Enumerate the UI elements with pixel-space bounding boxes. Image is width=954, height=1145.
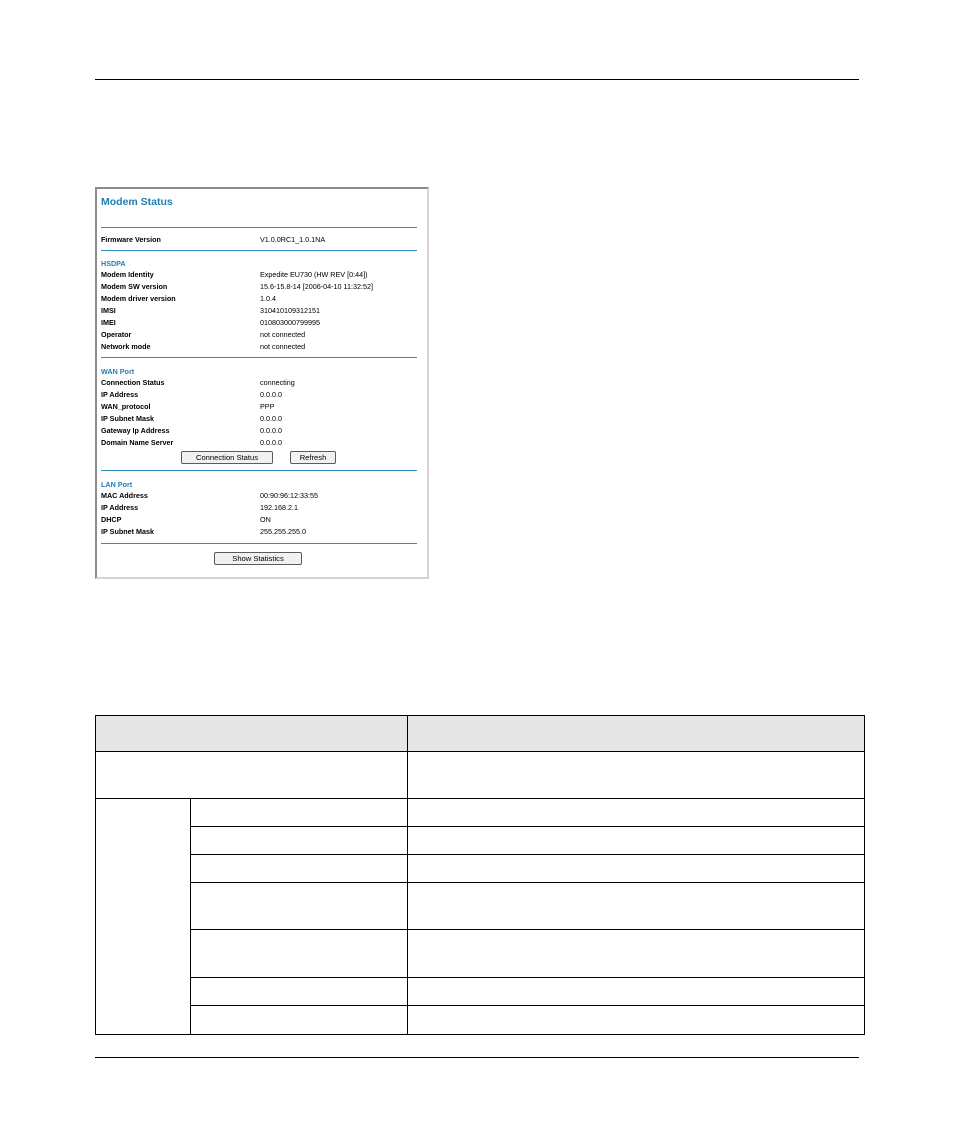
table-cell xyxy=(407,929,865,978)
table-header-cell xyxy=(407,715,865,752)
hsdpa-row xyxy=(101,318,421,328)
row-label: IP Subnet Mask xyxy=(101,414,154,423)
hsdpa-row xyxy=(101,270,421,280)
row-label: Modem driver version xyxy=(101,294,176,303)
divider xyxy=(101,250,417,251)
connection-status-button[interactable]: Connection Status xyxy=(181,451,273,464)
row-label: Gateway Ip Address xyxy=(101,426,170,435)
row-label: Operator xyxy=(101,330,132,339)
row-value: 15.6-15.8-14 [2006-04-10 11:32:52] xyxy=(260,282,373,291)
bottom-rule xyxy=(95,1057,859,1058)
row-label: Modem SW version xyxy=(101,282,168,291)
row-label: Domain Name Server xyxy=(101,438,174,447)
row-label: MAC Address xyxy=(101,491,148,500)
row-value: 1.0.4 xyxy=(260,294,276,303)
row-value: 310410109312151 xyxy=(260,306,320,315)
row-label: IP Subnet Mask xyxy=(101,527,154,536)
table-cell xyxy=(407,798,865,827)
table-cell xyxy=(190,798,408,827)
wan-row xyxy=(101,438,421,448)
firmware-value: V1.0.0RC1_1.0.1NA xyxy=(260,235,326,244)
table-group-cell xyxy=(95,798,191,1035)
hsdpa-row xyxy=(101,306,421,316)
wan-row xyxy=(101,402,421,412)
row-value: not connected xyxy=(260,330,306,339)
table-cell xyxy=(190,1005,408,1035)
table-cell xyxy=(190,977,408,1006)
panel-title: Modem Status xyxy=(101,196,173,208)
lan-row xyxy=(101,503,421,513)
hsdpa-row xyxy=(101,330,421,340)
firmware-label: Firmware Version xyxy=(101,235,161,244)
lan-row xyxy=(101,515,421,525)
modem-status-panel xyxy=(95,187,429,579)
refresh-button[interactable]: Refresh xyxy=(290,451,336,464)
row-value: 00:90:96:12:33:55 xyxy=(260,491,318,500)
wan-row xyxy=(101,378,421,388)
table-cell xyxy=(190,882,408,930)
row-value: 010803000799995 xyxy=(260,318,320,327)
row-value: 0.0.0.0 xyxy=(260,426,282,435)
table-cell xyxy=(407,1005,865,1035)
table-cell xyxy=(190,929,408,978)
table-cell xyxy=(190,826,408,855)
row-label: Modem Identity xyxy=(101,270,154,279)
row-label: Connection Status xyxy=(101,378,165,387)
hsdpa-row xyxy=(101,342,421,352)
row-value: 255.255.255.0 xyxy=(260,527,306,536)
row-label: Network mode xyxy=(101,342,151,351)
firmware-row xyxy=(101,235,421,245)
table-header-cell xyxy=(95,715,408,752)
row-value: 192.168.2.1 xyxy=(260,503,298,512)
hsdpa-row xyxy=(101,282,421,292)
table-cell xyxy=(407,882,865,930)
table-cell xyxy=(190,854,408,883)
table-cell xyxy=(407,854,865,883)
row-value: Expedite EU730 (HW REV [0:44]) xyxy=(260,270,368,279)
wan-row xyxy=(101,414,421,424)
description-table xyxy=(95,715,865,1035)
row-value: PPP xyxy=(260,402,275,411)
divider xyxy=(101,357,417,358)
row-value: ON xyxy=(260,515,271,524)
row-label: IP Address xyxy=(101,390,139,399)
table-cell xyxy=(407,977,865,1006)
divider xyxy=(101,227,417,228)
row-label: IMEI xyxy=(101,318,116,327)
lan-row xyxy=(101,527,421,537)
wan-row xyxy=(101,426,421,436)
row-label: IMSI xyxy=(101,306,116,315)
table-cell xyxy=(407,751,865,799)
lan-heading: LAN Port xyxy=(101,480,133,489)
row-label: WAN_protocol xyxy=(101,402,151,411)
row-value: 0.0.0.0 xyxy=(260,390,282,399)
wan-heading: WAN Port xyxy=(101,367,135,376)
lan-row xyxy=(101,491,421,501)
table-cell xyxy=(95,751,408,799)
table-cell xyxy=(407,826,865,855)
row-label: IP Address xyxy=(101,503,139,512)
divider xyxy=(101,470,417,471)
top-rule xyxy=(95,79,859,80)
show-statistics-button[interactable]: Show Statistics xyxy=(214,552,302,565)
hsdpa-row xyxy=(101,294,421,304)
divider xyxy=(101,543,417,544)
row-value: 0.0.0.0 xyxy=(260,414,282,423)
row-value: 0.0.0.0 xyxy=(260,438,282,447)
wan-row xyxy=(101,390,421,400)
row-value: connecting xyxy=(260,378,295,387)
row-value: not connected xyxy=(260,342,306,351)
hsdpa-heading: HSDPA xyxy=(101,259,126,268)
row-label: DHCP xyxy=(101,515,122,524)
